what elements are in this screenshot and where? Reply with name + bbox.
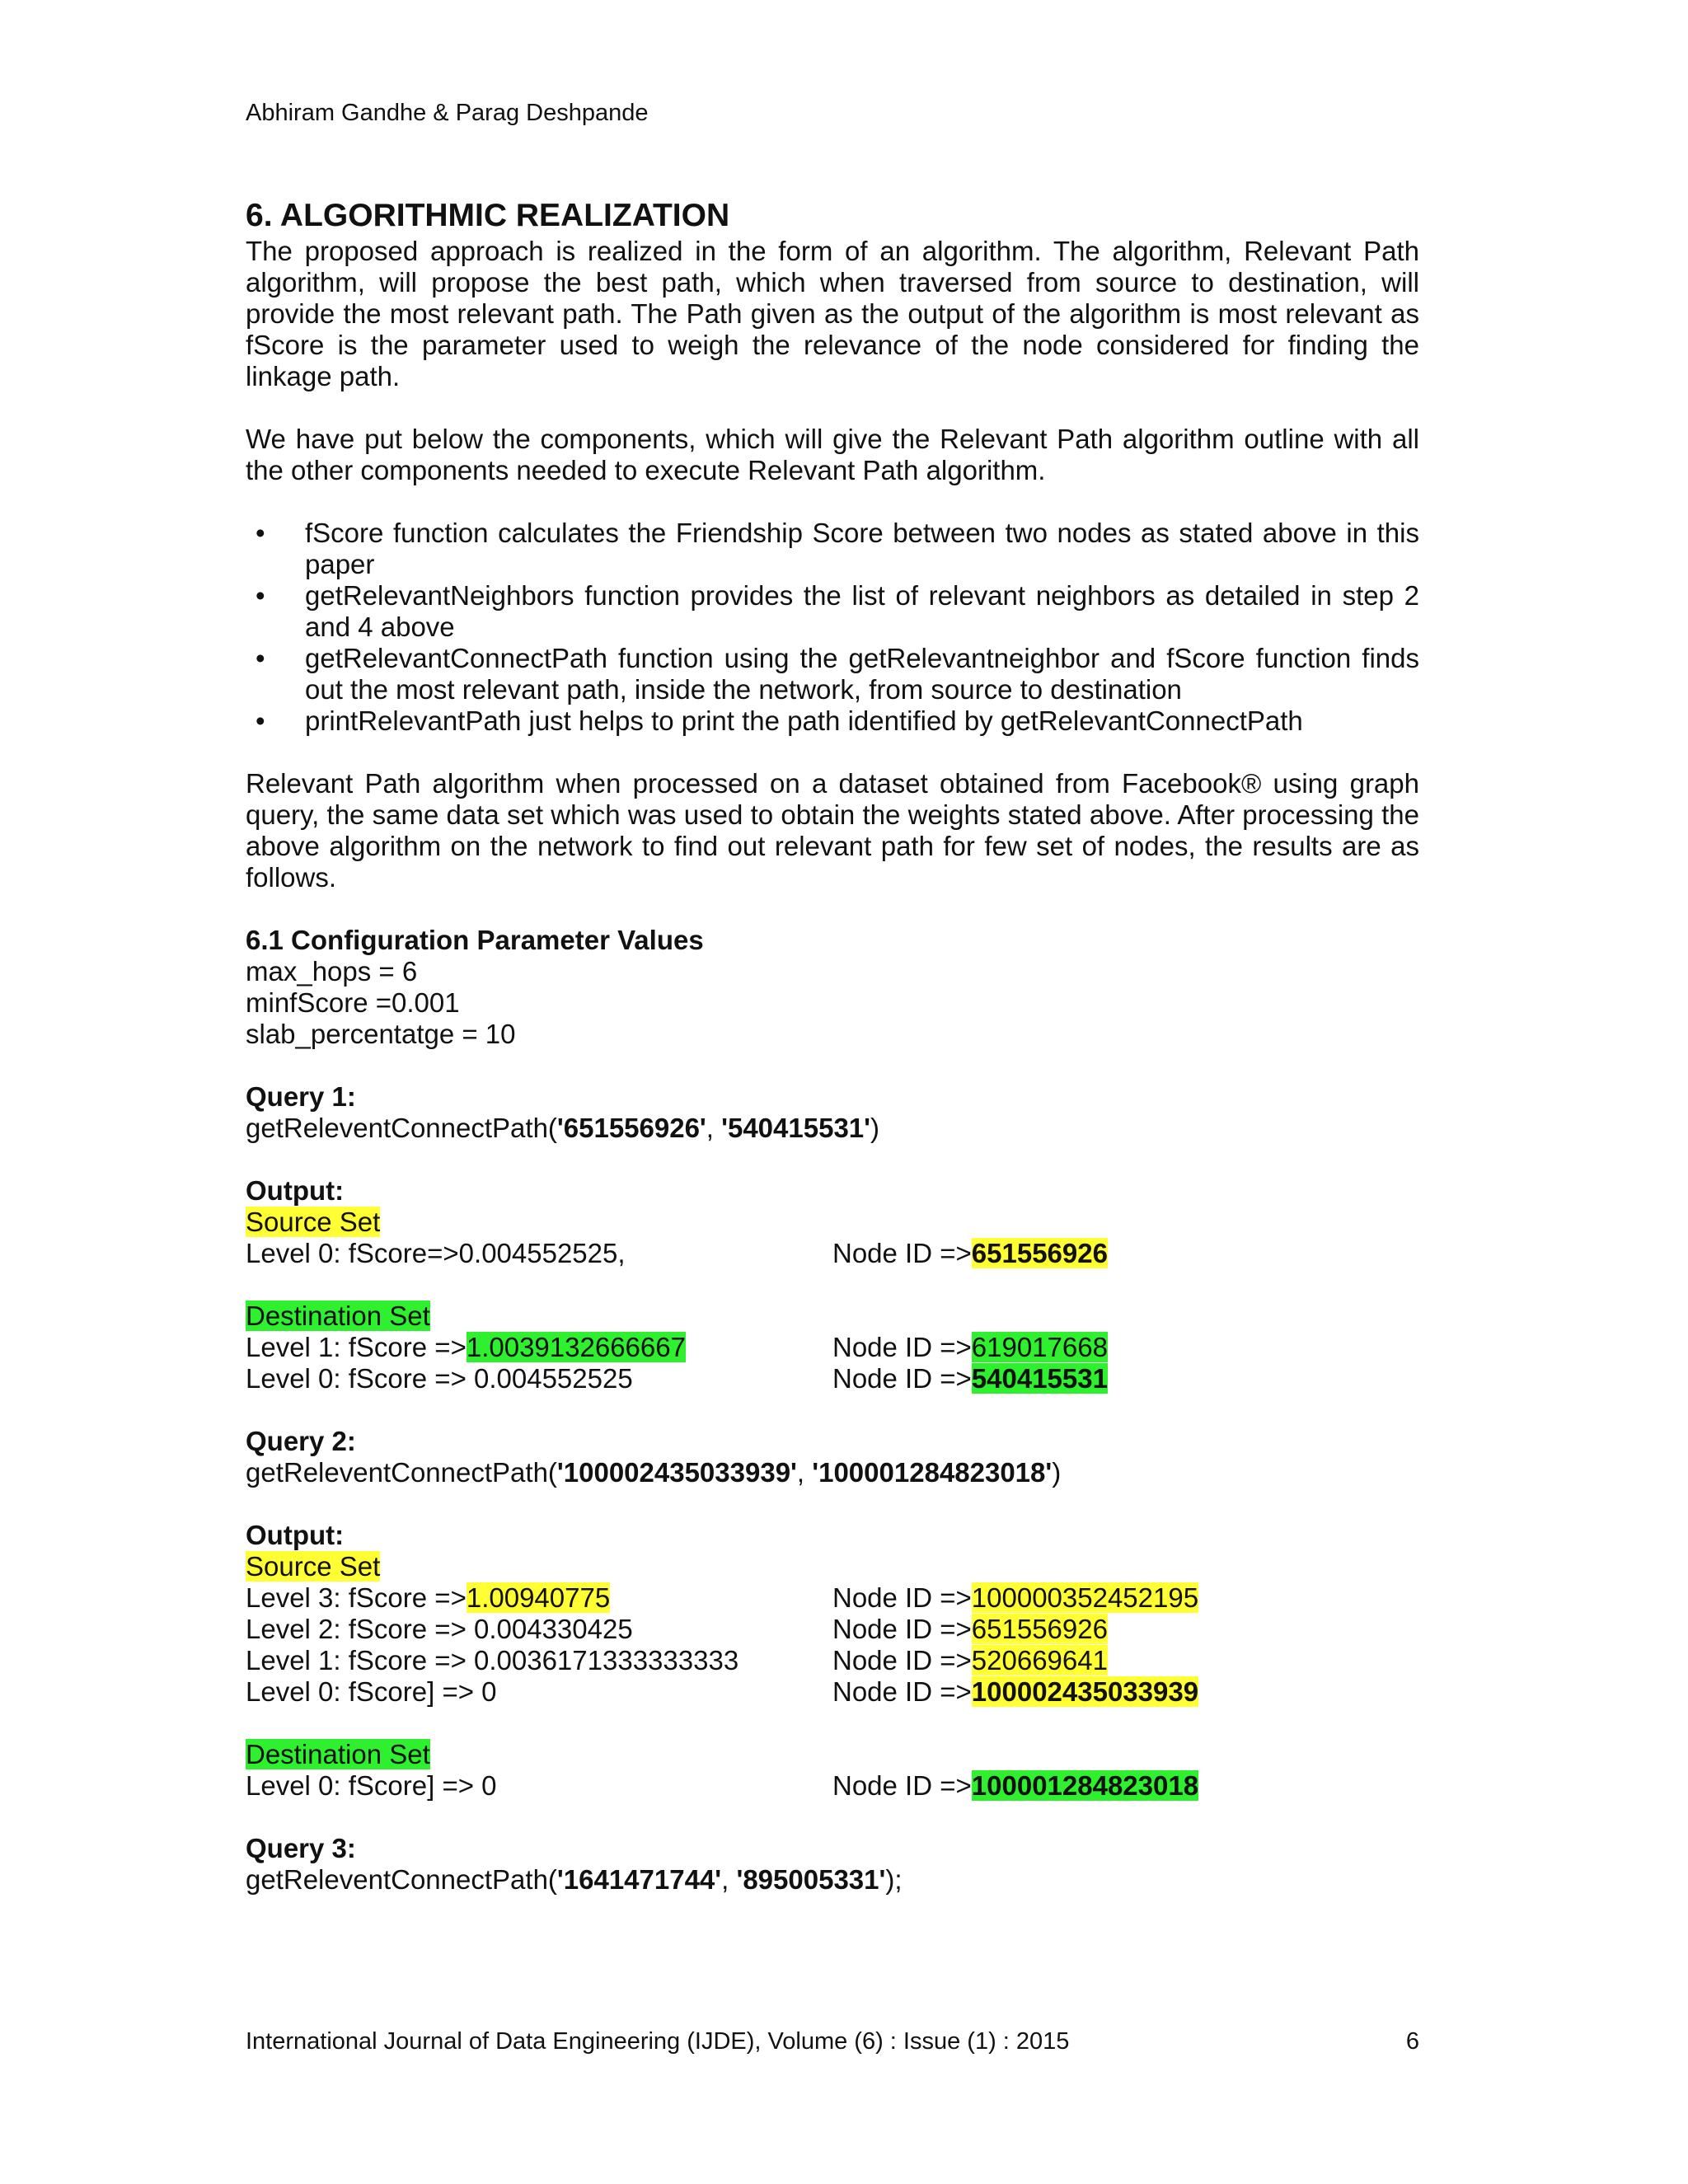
subsection-heading: 6.1 Configuration Parameter Values — [246, 925, 704, 955]
query-1-call: getReleventConnectPath('651556926', '540415531') — [246, 1113, 879, 1143]
config-minfscore: minfScore =0.001 — [246, 987, 460, 1018]
table-row: Level 3: fScore =>1.00940775 Node ID =>100000352452195 — [246, 1582, 1199, 1613]
query-2-call: getReleventConnectPath('100002435033939', '100001284823018') — [246, 1457, 1062, 1488]
query-2-title: Query 2: — [246, 1426, 356, 1456]
table-row: Level 0: fScore] => 0 Node ID =>100001284823018 — [246, 1770, 1199, 1801]
component-list — [246, 518, 1419, 737]
page-footer — [246, 2026, 1419, 2057]
page-number: 6 — [1405, 2028, 1419, 2055]
list-item: • fScore function calculates the Friendship Score between two nodes as stated above in this paper — [246, 518, 1419, 580]
query-1-source-set-label: Source Set — [246, 1207, 381, 1237]
query-2-output-label: Output: — [246, 1520, 345, 1550]
query-1-destination-set-label: Destination Set — [246, 1301, 430, 1331]
table-row: Level 2: fScore => 0.004330425 Node ID =>651556926 — [246, 1614, 1108, 1644]
paragraph-components: We have put below the components, which will give the Relevant Path algorithm outline with all the other components needed to execute Relevant Path algorithm. — [246, 424, 1419, 485]
table-row: Level 0: fScore=>0.004552525, Node ID =>651556926 — [246, 1238, 1108, 1268]
query-1-title: Query 1: — [246, 1081, 356, 1112]
config-slab: slab_percentatge = 10 — [246, 1019, 516, 1049]
paragraph-intro: The proposed approach is realized in the form of an algorithm. The algorithm, Relevant Path algorithm, will propose the best path, which when traversed from source to destination, will provide the most relevant path. The Path given as the output of the algorithm is most relevant as fScore is the parameter used to weigh the relevance of the node considered for finding the linkage path. — [246, 236, 1419, 391]
table-row: Level 0: fScore] => 0 Node ID =>100002435033939 — [246, 1676, 1199, 1707]
list-item: • getRelevantConnectPath function using the getRelevantneighbor and fScore function finds out the most relevant path, inside the network, from source to destination — [246, 643, 1419, 705]
query-3-call: getReleventConnectPath('1641471744', '895005331'); — [246, 1864, 903, 1895]
config-max-hops: max_hops = 6 — [246, 956, 418, 987]
query-2-source-set-label: Source Set — [246, 1551, 381, 1582]
section-title: 6. ALGORITHMIC REALIZATION — [246, 198, 730, 233]
query-2-destination-set-label: Destination Set — [246, 1739, 430, 1769]
table-row: Level 0: fScore => 0.004552525 Node ID =>540415531 — [246, 1363, 1108, 1394]
table-row: Level 1: fScore => 0.0036171333333333 Node ID =>520669641 — [246, 1645, 1108, 1675]
paragraph-results: Relevant Path algorithm when processed on a dataset obtained from Facebook® using graph query, the same data set which was used to obtain the weights stated above. After processing the above algorithm on the network to find out relevant path for few set of nodes, the results are as follows. — [246, 768, 1419, 893]
body-text — [246, 236, 1419, 1896]
table-row: Level 1: fScore =>1.0039132666667 Node ID =>619017668 — [246, 1332, 1108, 1362]
running-header: Abhiram Gandhe & Parag Deshpande — [246, 100, 649, 126]
list-item: • getRelevantNeighbors function provides the list of relevant neighbors as detailed in step 2 and 4 above — [246, 580, 1419, 643]
query-3-title: Query 3: — [246, 1833, 356, 1863]
journal-citation: International Journal of Data Engineering (IJDE), Volume (6) : Issue (1) : 2015 — [246, 2028, 1070, 2055]
list-item: • printRelevantPath just helps to print the path identified by getRelevantConnectPath — [246, 705, 1419, 737]
query-1-output-label: Output: — [246, 1175, 345, 1206]
